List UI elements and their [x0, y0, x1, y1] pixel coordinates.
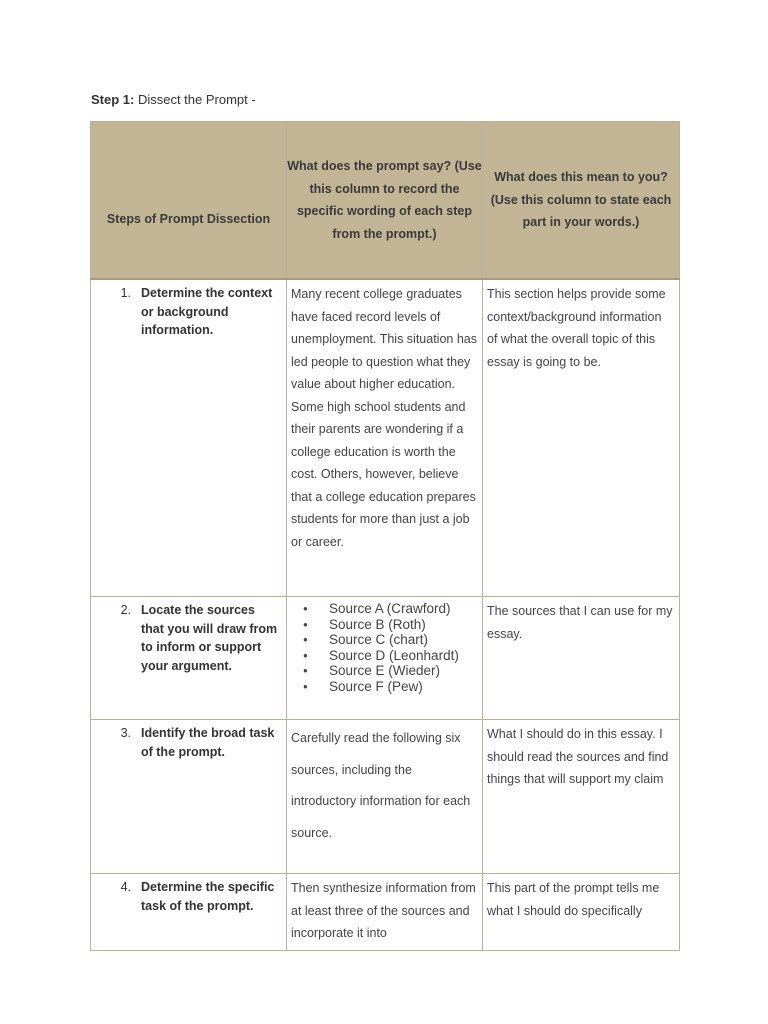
- list-item: ● Source A (Crawford): [329, 601, 482, 617]
- header-prompt-says: What does the prompt say? (Use this column to record the specific wording of each step from the prompt.): [287, 122, 483, 280]
- list-item: ● Source D (Leonhardt): [329, 648, 482, 664]
- step-heading-text: Dissect the Prompt -: [134, 92, 256, 107]
- step-number: 1.: [120, 286, 131, 300]
- table-header-row: [91, 122, 680, 280]
- step-text: Determine the specific task of the prompt.: [141, 880, 275, 913]
- meaning-text: This section helps provide some context/background information of what the overall topic of this essay is going to be.: [487, 287, 666, 369]
- meaning-text: What I should do in this essay. I should read the sources and find things that will support my claim: [487, 727, 669, 786]
- prompt-cell: [287, 720, 483, 874]
- step-text: Determine the context or background information.: [141, 286, 273, 337]
- meaning-cell: [483, 720, 680, 874]
- list-item: ● Source E (Wieder): [329, 663, 482, 679]
- list-item: ● Source F (Pew): [329, 679, 482, 695]
- meaning-text: This part of the prompt tells me what I should do specifically: [487, 881, 660, 918]
- sources-list: [287, 597, 482, 694]
- step-text: Identify the broad task of the prompt.: [141, 726, 275, 759]
- step-heading-label: Step 1:: [91, 92, 135, 107]
- list-item: ● Source B (Roth): [329, 617, 482, 633]
- prompt-cell: [287, 874, 483, 951]
- prompt-dissection-table: [90, 121, 680, 951]
- table-row: [91, 874, 680, 951]
- step-cell: [91, 597, 287, 720]
- table-row: [91, 720, 680, 874]
- header-steps: Steps of Prompt Dissection: [91, 122, 287, 280]
- prompt-text: Many recent college graduates have faced record levels of unemployment. This situation has led people to question what they value about higher education. Some high school students and their parents are wondering if a college education is worth the cost. Others, however, believe that a college education prepares students for more than just a job or career.: [291, 287, 477, 549]
- meaning-text: The sources that I can use for my essay.: [487, 604, 673, 641]
- step-heading: [91, 92, 256, 107]
- step-number: 2.: [120, 603, 131, 617]
- step-number: 3.: [120, 726, 131, 740]
- meaning-cell: [483, 874, 680, 951]
- step-cell: [91, 874, 287, 951]
- prompt-cell: [287, 279, 483, 597]
- step-cell: [91, 279, 287, 597]
- meaning-cell: [483, 597, 680, 720]
- step-number: 4.: [120, 880, 131, 894]
- list-item: ● Source C (chart): [329, 632, 482, 648]
- step-cell: [91, 720, 287, 874]
- prompt-text: Then synthesize information from at least three of the sources and incorporate it into: [291, 881, 476, 940]
- table-row: [91, 597, 680, 720]
- prompt-text: Carefully read the following six sources, including the introductory information for each source.: [291, 731, 471, 840]
- table-row: [91, 279, 680, 597]
- header-meaning: What does this mean to you? (Use this column to state each part in your words.): [483, 122, 680, 280]
- prompt-cell: [287, 597, 483, 720]
- meaning-cell: [483, 279, 680, 597]
- step-text: Locate the sources that you will draw from to inform or support your argument.: [141, 603, 278, 673]
